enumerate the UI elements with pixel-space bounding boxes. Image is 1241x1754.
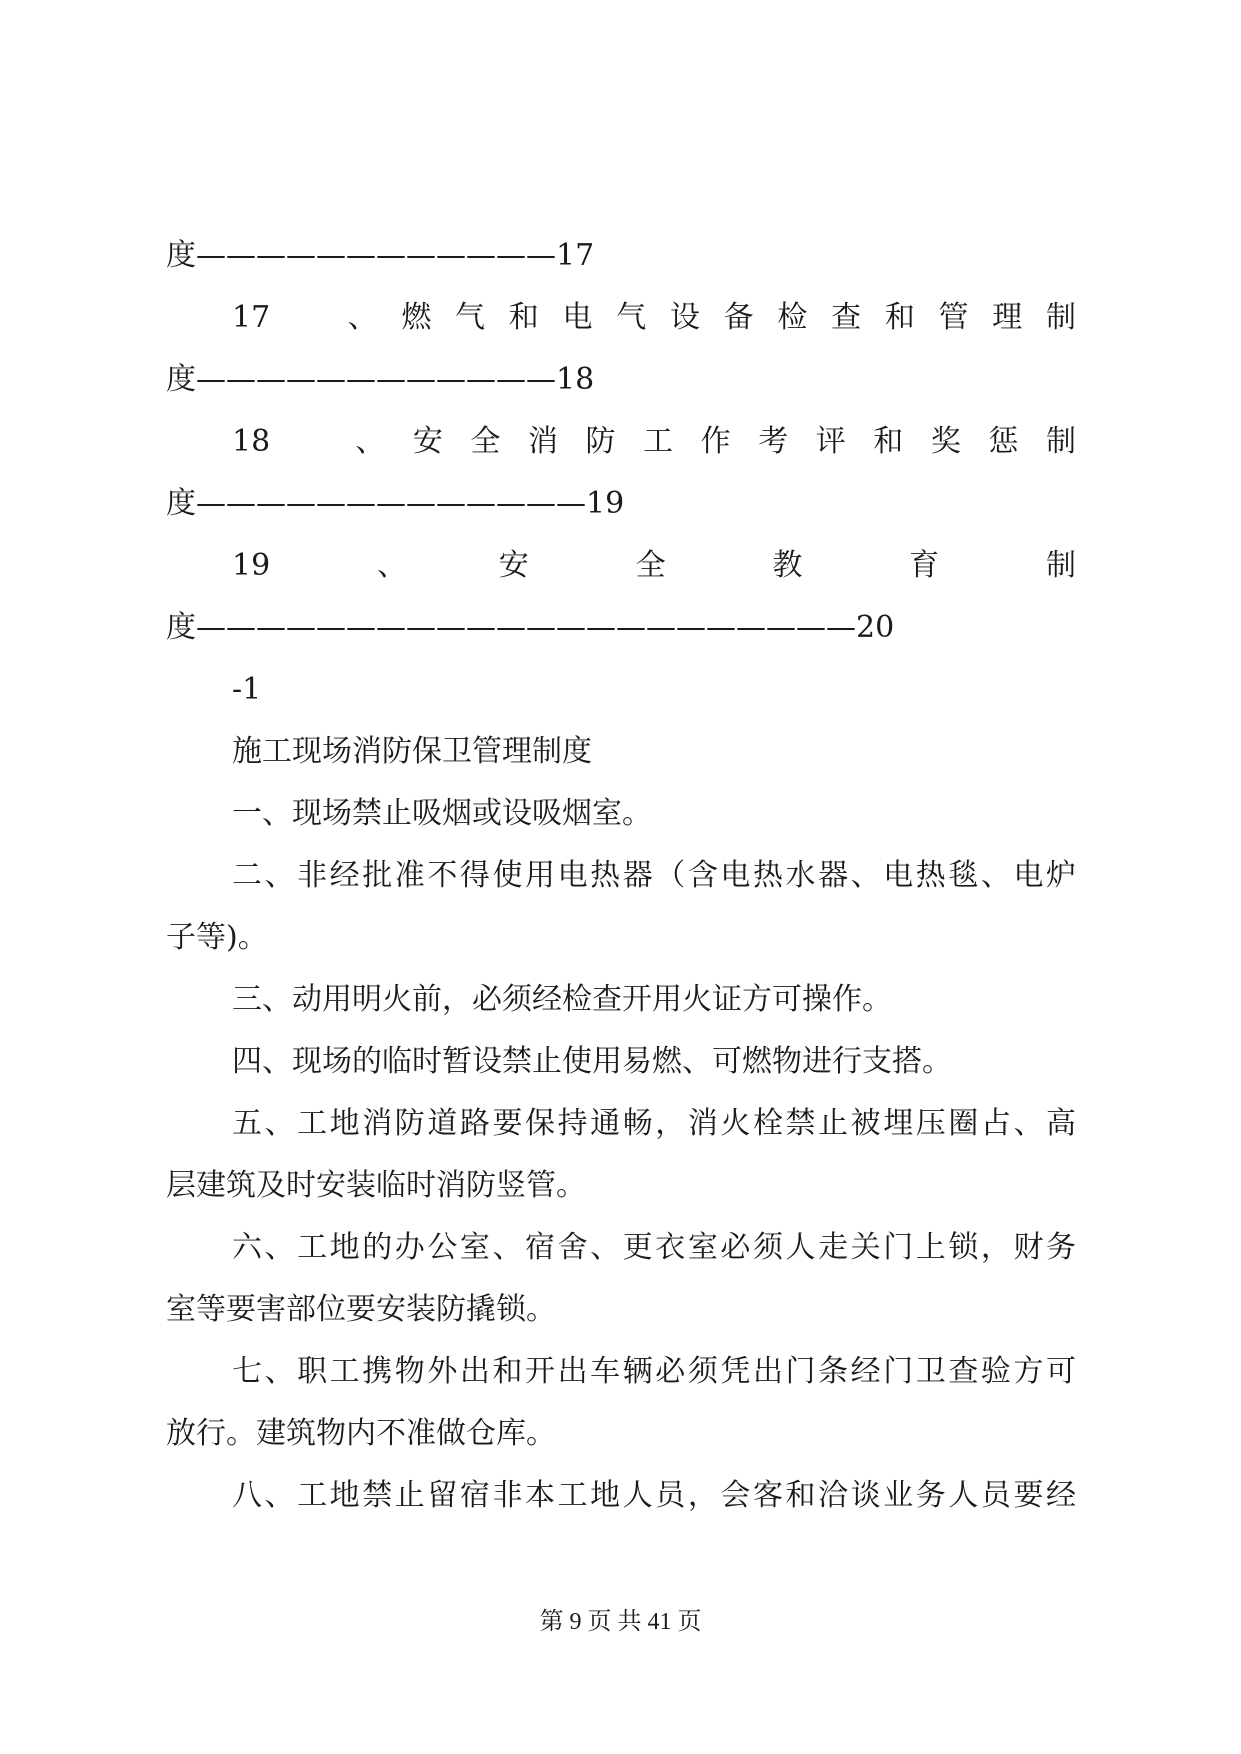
rule-7: 七、职工携物外出和开出车辆必须凭出门条经门卫查验方可 (232, 1354, 1076, 1389)
rule-6-continued: 室等要害部位要安装防撬锁。 (166, 1292, 556, 1327)
toc-line-19-tail: 度——————————————————————20 (166, 610, 895, 645)
rule-2: 二、非经批准不得使用电热器（含电热水器、电热毯、电炉 (232, 858, 1076, 893)
rule-7-continued: 放行。建筑物内不准做仓库。 (166, 1416, 556, 1451)
rule-5: 五、工地消防道路要保持通畅，消火栓禁止被埋压圈占、高 (232, 1106, 1076, 1141)
rule-5-continued: 层建筑及时安装临时消防竖管。 (166, 1168, 586, 1203)
rule-2-continued: 子等)。 (166, 920, 268, 955)
toc-line-19: 19 、 安 全 教 育 制 (232, 548, 1076, 583)
rule-8: 八、工地禁止留宿非本工地人员，会客和洽谈业务人员要经 (232, 1478, 1076, 1513)
page-marker: -1 (232, 672, 262, 707)
section-title: 施工现场消防保卫管理制度 (232, 734, 592, 769)
rule-6: 六、工地的办公室、宿舍、更衣室必须人走关门上锁，财务 (232, 1230, 1076, 1265)
toc-line-18-tail: 度—————————————19 (166, 486, 625, 521)
toc-line-16-tail: 度————————————17 (166, 238, 595, 273)
toc-line-17-tail: 度————————————18 (166, 362, 595, 397)
rule-3: 三、动用明火前，必须经检查开用火证方可操作。 (232, 982, 892, 1017)
rule-1: 一、现场禁止吸烟或设吸烟室。 (232, 796, 652, 831)
page-footer: 第 9 页 共 41 页 (539, 1609, 702, 1635)
toc-line-17: 17 、燃气和电气设备检查和管理制 (232, 300, 1076, 335)
rule-4: 四、现场的临时暂设禁止使用易燃、可燃物进行支搭。 (232, 1044, 952, 1079)
toc-line-18: 18 、安全消防工作考评和奖惩制 (232, 424, 1076, 459)
